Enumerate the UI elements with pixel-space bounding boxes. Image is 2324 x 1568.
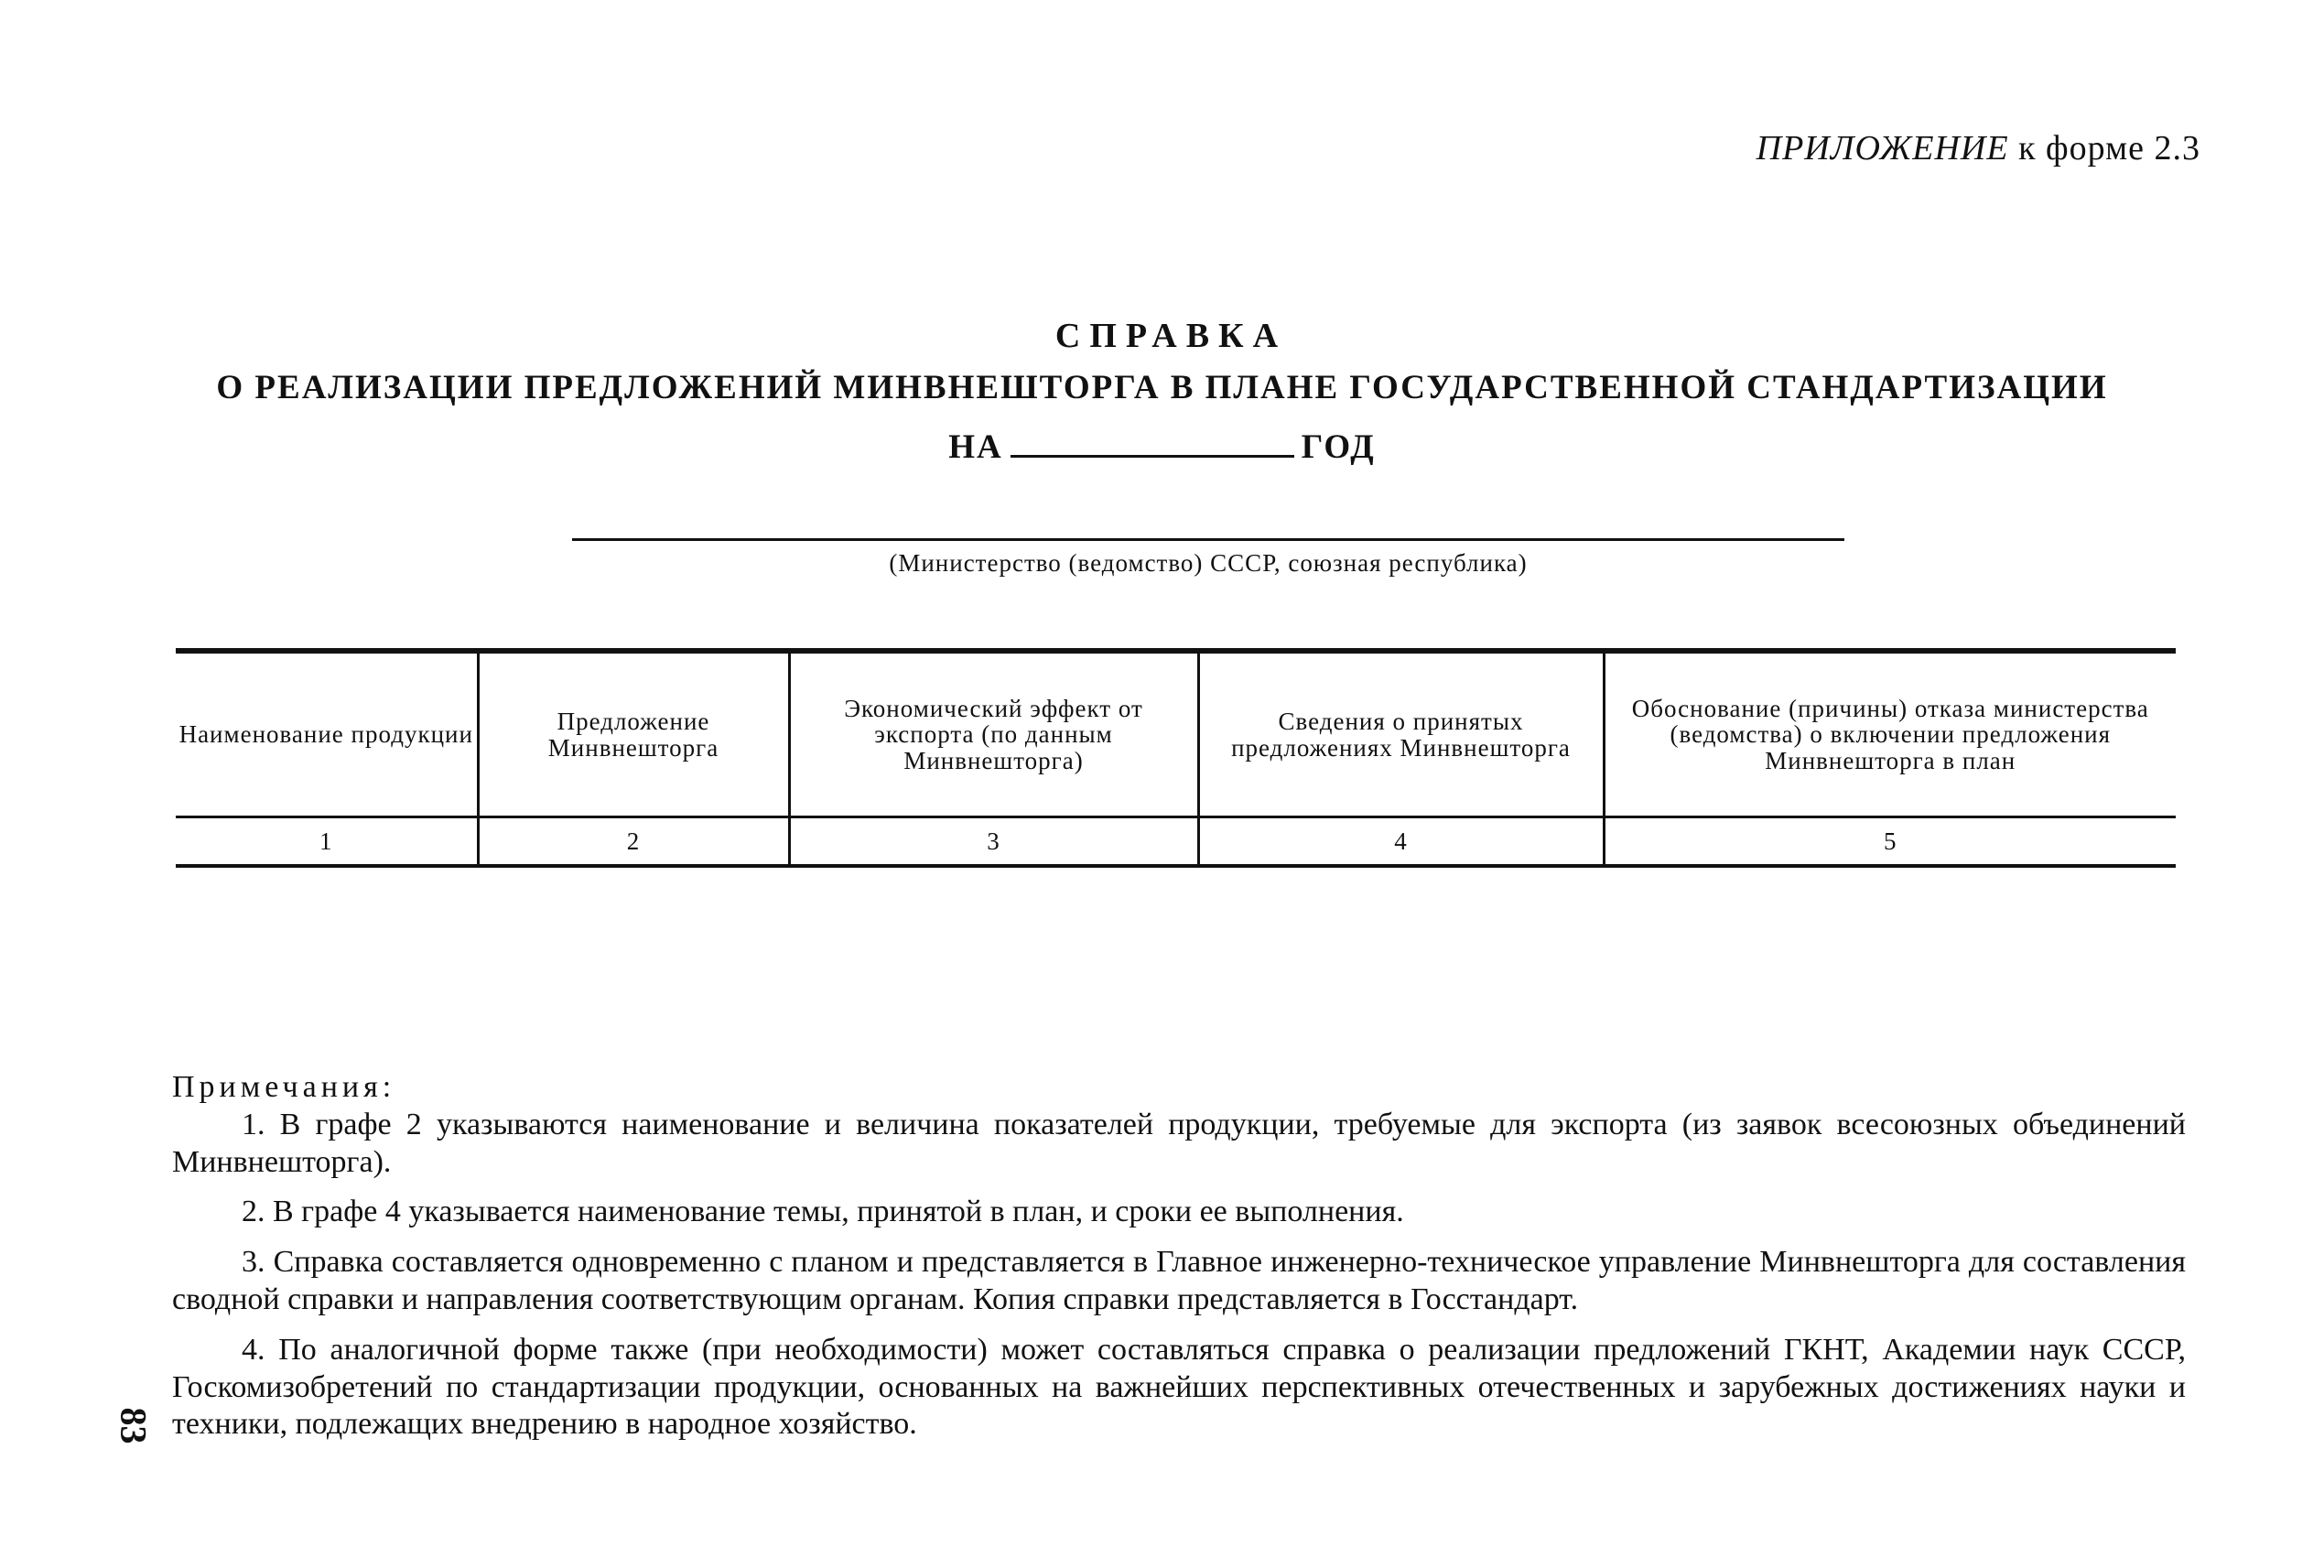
ministry-blank-field[interactable] — [572, 538, 1844, 541]
year-blank-field[interactable] — [1011, 454, 1294, 458]
note-item: 3. Справка составляется одновременно с планом и представляется в Главное инженерно-техническое управление Минвнешторга для составления сводной справки и направления соответствующим органам. Копия справки представляется в Госстандарт. — [172, 1245, 2186, 1316]
appendix-reference — [1757, 128, 2200, 168]
column-number: 5 — [1604, 817, 2176, 867]
notes-section — [172, 1069, 2186, 1444]
appendix-form-ref: к форме 2.3 — [2018, 129, 2200, 168]
table-header-row — [176, 651, 2176, 817]
column-number: 1 — [176, 817, 478, 867]
year-suffix: ГОД — [1301, 428, 1376, 466]
column-header-refusal-reason: Обоснование (причины) отказа министерства (ведомства) о включении предложения Минвнешторга в план — [1604, 651, 2176, 817]
report-table — [176, 648, 2176, 868]
note-item: 2. В графе 4 указывается наименование темы, принятой в план, и сроки ее выполнения. — [242, 1195, 1404, 1229]
table-number-row — [176, 817, 2176, 867]
column-header-economic-effect: Экономический эффект от экспорта (по данным Минвнешторга) — [789, 651, 1198, 817]
note-item: 1. В графе 2 указываются наименование и величина показателей продукции, требуемые для экспорта (из заявок всесоюзных объединений Минвнешторга). — [172, 1107, 2186, 1179]
notes-heading: Примечания: — [172, 1070, 396, 1104]
page-number: 83 — [113, 1407, 155, 1444]
document-title: СПРАВКА — [1054, 317, 1288, 355]
column-number: 4 — [1198, 817, 1604, 867]
document-subtitle: О РЕАЛИЗАЦИИ ПРЕДЛОЖЕНИЙ МИНВНЕШТОРГА В ПЛАНЕ ГОСУДАРСТВЕННОЙ СТАНДАРТИЗАЦИИ — [216, 369, 2108, 406]
year-line — [0, 427, 2324, 467]
column-number: 2 — [478, 817, 789, 867]
column-header-product: Наименование продукции — [176, 651, 478, 817]
year-prefix: НА — [948, 428, 1003, 466]
column-number: 3 — [789, 817, 1198, 867]
note-item: 4. По аналогичной форме также (при необходимости) может составляться справка о реализации предложений ГКНТ, Академии наук СССР, Госкомизобретений по стандартизации продукции, основанных на важнейших перспективных отечественных и зарубежных достижениях науки и техники, подлежащих внедрению в народное хозяйство. — [172, 1332, 2186, 1442]
column-header-proposal: Предложение Минвнешторга — [478, 651, 789, 817]
ministry-caption: (Министерство (ведомство) СССР, союзная республика) — [889, 549, 1528, 577]
appendix-label: ПРИЛОЖЕНИЕ — [1756, 129, 2009, 168]
column-header-accepted: Сведения о принятых предложениях Минвнешторга — [1198, 651, 1604, 817]
